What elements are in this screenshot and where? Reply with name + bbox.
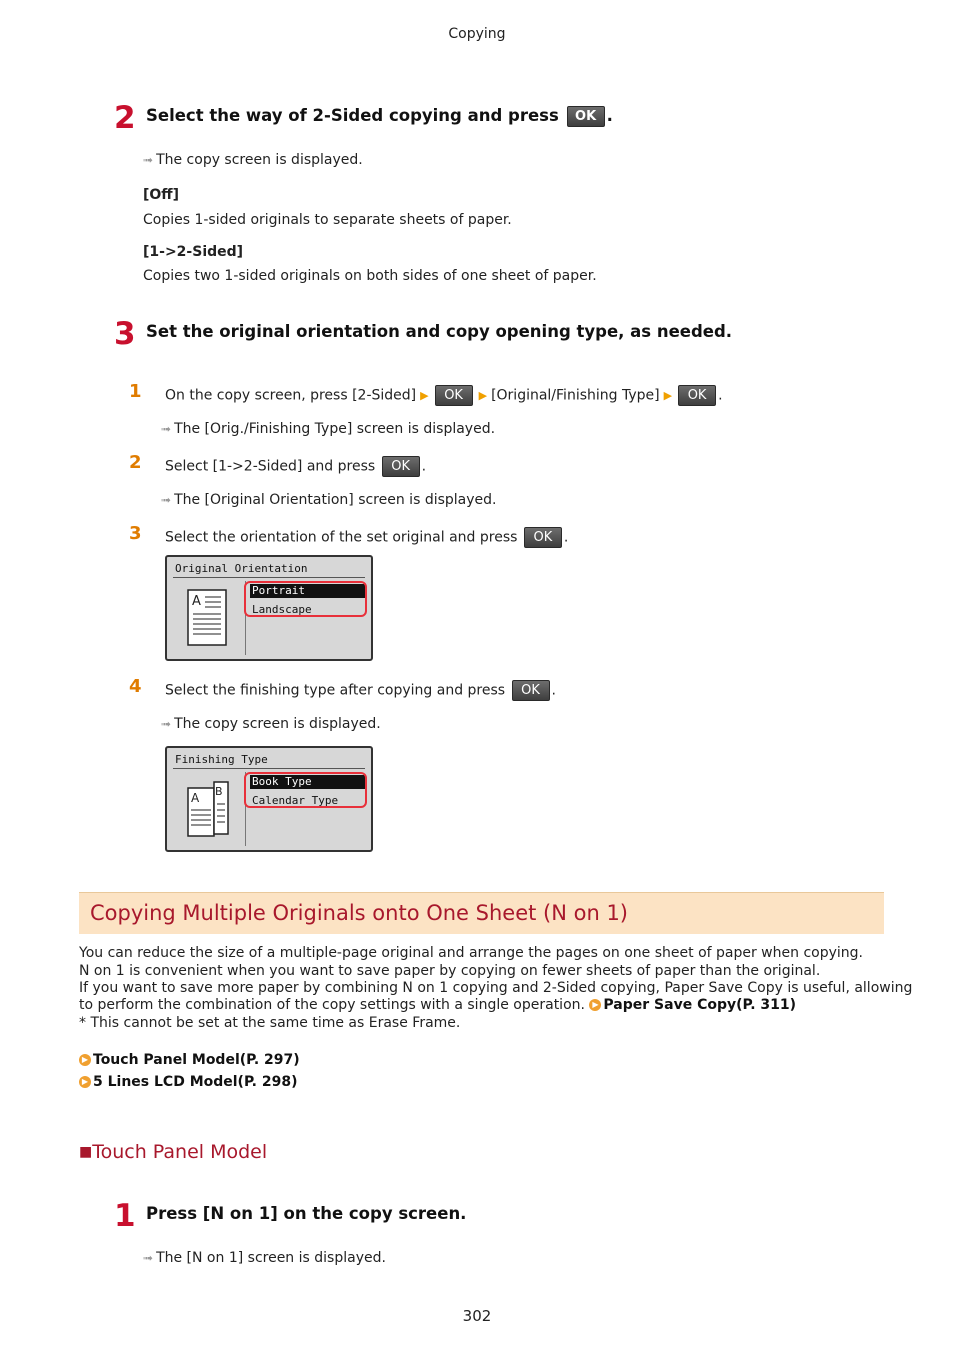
substep-end: . <box>718 387 723 404</box>
result-arrow-icon: ➟ <box>143 1251 154 1265</box>
option-label: [Off] <box>143 187 180 203</box>
substep-text-a: On the copy screen, press [2-Sided] <box>165 387 417 404</box>
link-item[interactable] <box>79 1074 297 1090</box>
running-header: Copying <box>448 26 506 42</box>
section-note: * This cannot be set at the same time as Erase Frame. <box>79 1015 461 1031</box>
link-item[interactable] <box>79 1052 300 1068</box>
result-arrow-icon: ➟ <box>143 153 154 167</box>
step-title-end: . <box>606 106 613 125</box>
option-description: Copies two 1-sided originals on both sides of one sheet of paper. <box>143 268 597 284</box>
section-paragraph: You can reduce the size of a multiple-page original and arrange the pages on one sheet of paper when copying. <box>79 945 863 961</box>
step-title <box>146 106 613 127</box>
book-type-icon <box>185 778 235 840</box>
svg-text:A: A <box>191 791 200 805</box>
lcd-selected-item: Portrait <box>250 584 366 598</box>
substep-text <box>165 680 556 701</box>
arrow-right-icon: ▶ <box>420 388 429 402</box>
substep-number: 2 <box>129 452 142 473</box>
substep-text <box>165 456 426 477</box>
result-arrow-icon: ➟ <box>161 717 172 731</box>
result-text: The copy screen is displayed. <box>174 716 381 732</box>
arrow-right-icon: ▶ <box>663 388 673 402</box>
section-paragraph: If you want to save more paper by combining N on 1 copying and 2-Sided copying, Paper Save Copy is useful, allowing <box>79 980 913 996</box>
paragraph-text: to perform the combination of the copy settings with a single operation. <box>79 997 585 1013</box>
step-result <box>143 1250 386 1266</box>
svg-text:A: A <box>192 594 201 609</box>
highlight-frame <box>244 581 367 617</box>
section-paragraph <box>79 997 796 1015</box>
section-banner <box>79 892 884 934</box>
substep-end: . <box>563 529 569 546</box>
lcd-title: Finishing Type <box>175 753 268 766</box>
result-text: The [Orig./Finishing Type] screen is displayed. <box>174 421 496 437</box>
page-number: 302 <box>462 1307 492 1325</box>
substep-result <box>161 421 495 437</box>
substep-number: 3 <box>129 523 142 544</box>
substep-number: 4 <box>129 676 142 697</box>
result-text: The [Original Orientation] screen is displayed. <box>174 492 497 508</box>
substep-text <box>165 527 568 548</box>
substep-result <box>161 492 496 508</box>
ok-button-icon: OK <box>512 680 550 701</box>
portrait-document-icon <box>185 587 231 647</box>
substep-end: . <box>421 458 427 475</box>
arrow-right-icon: ▶ <box>478 388 488 402</box>
step-title: Set the original orientation and copy opening type, as needed. <box>146 322 733 341</box>
lcd-divider <box>173 577 365 578</box>
substep-end: . <box>551 682 556 699</box>
substep-text-a: Select the orientation of the set original and press <box>165 529 518 546</box>
ok-button-icon: OK <box>567 106 605 127</box>
subsection-heading <box>79 1141 267 1163</box>
step-number: 2 <box>114 100 136 136</box>
lcd-divider <box>173 768 365 769</box>
section-paragraph: N on 1 is convenient when you want to save paper by copying on fewer sheets of paper than the original. <box>79 963 821 979</box>
ok-button-icon: OK <box>382 456 420 477</box>
step-title: Press [N on 1] on the copy screen. <box>146 1204 467 1223</box>
square-bullet-icon: ■ <box>79 1144 93 1160</box>
result-text: The copy screen is displayed. <box>156 152 363 168</box>
svg-text:B: B <box>215 785 223 798</box>
step-number: 1 <box>114 1198 136 1234</box>
substep-text-a: Select [1->2-Sided] and press <box>165 458 376 475</box>
lcd-title: Original Orientation <box>175 562 308 575</box>
ok-button-icon: OK <box>435 385 473 406</box>
substep-result <box>161 716 381 732</box>
lcd-screen-finishing-type <box>165 746 373 852</box>
lcd-selected-item: Book Type <box>250 775 366 789</box>
link-arrow-icon: ▶ <box>79 1076 91 1088</box>
touch-panel-model-link[interactable]: Touch Panel Model(P. 297) <box>93 1052 300 1068</box>
lcd-menu-item: Calendar Type <box>252 794 339 807</box>
option-description: Copies 1-sided originals to separate sheets of paper. <box>143 212 512 228</box>
lcd-screen-original-orientation <box>165 555 373 661</box>
substep-text-a: Select the finishing type after copying and press <box>165 682 506 699</box>
link-arrow-icon: ▶ <box>79 1054 91 1066</box>
link-arrow-icon: ▶ <box>589 999 601 1011</box>
substep-number: 1 <box>129 381 142 402</box>
subsection-title: Touch Panel Model <box>92 1141 268 1163</box>
step-number: 3 <box>114 316 136 352</box>
paper-save-copy-link[interactable]: Paper Save Copy(P. 311) <box>603 997 797 1013</box>
substep-text <box>165 385 723 406</box>
result-text: The [N on 1] screen is displayed. <box>156 1250 386 1266</box>
step-title-text: Select the way of 2-Sided copying and press <box>146 106 559 125</box>
section-title: Copying Multiple Originals onto One Sheet (N on 1) <box>90 901 629 925</box>
substep-text-b: [Original/Finishing Type] <box>491 387 660 404</box>
lcd-model-link[interactable]: 5 Lines LCD Model(P. 298) <box>93 1074 298 1090</box>
highlight-frame <box>244 772 367 808</box>
result-arrow-icon: ➟ <box>161 493 172 507</box>
ok-button-icon: OK <box>524 527 562 548</box>
option-label: [1->2-Sided] <box>143 244 244 260</box>
step-result <box>143 152 363 168</box>
lcd-menu-item: Landscape <box>252 603 312 616</box>
result-arrow-icon: ➟ <box>161 422 172 436</box>
ok-button-icon: OK <box>678 385 716 406</box>
